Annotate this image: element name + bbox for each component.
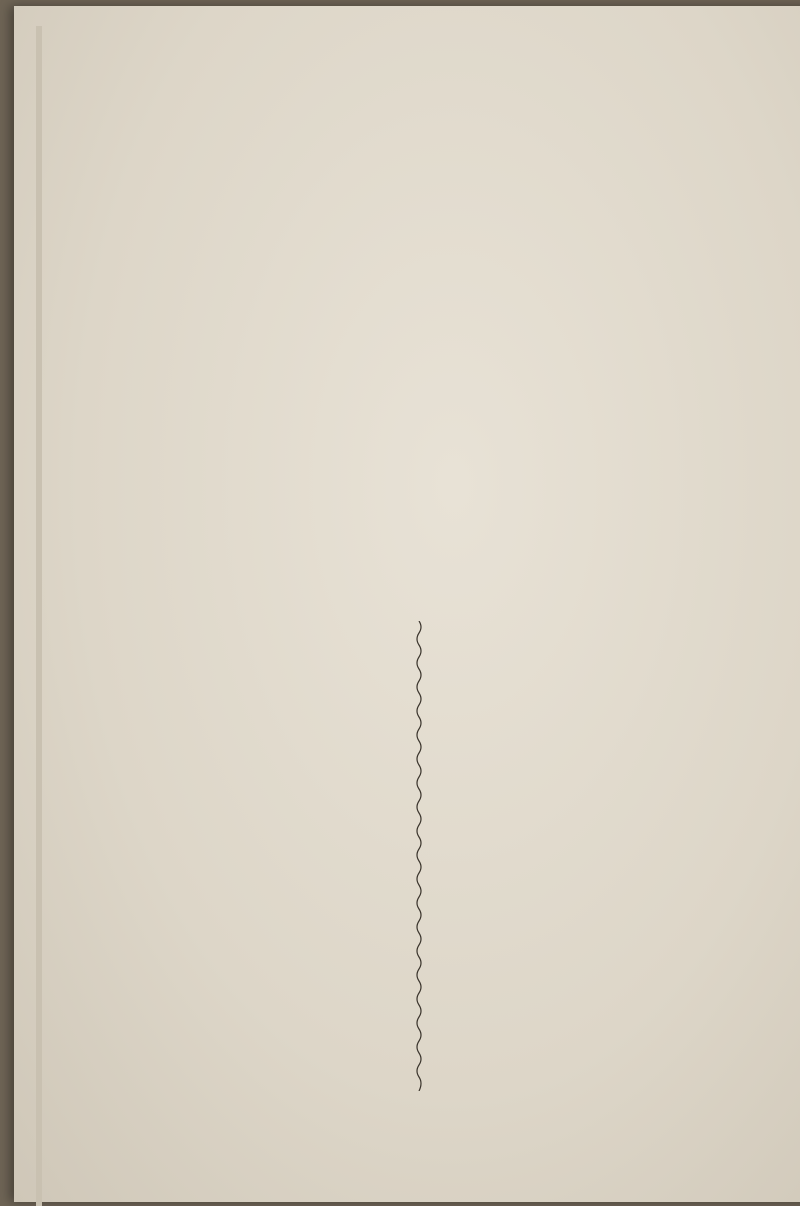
wavy-divider xyxy=(414,621,424,1091)
document-page xyxy=(14,6,800,1202)
page-edge-shadow xyxy=(36,26,42,1206)
